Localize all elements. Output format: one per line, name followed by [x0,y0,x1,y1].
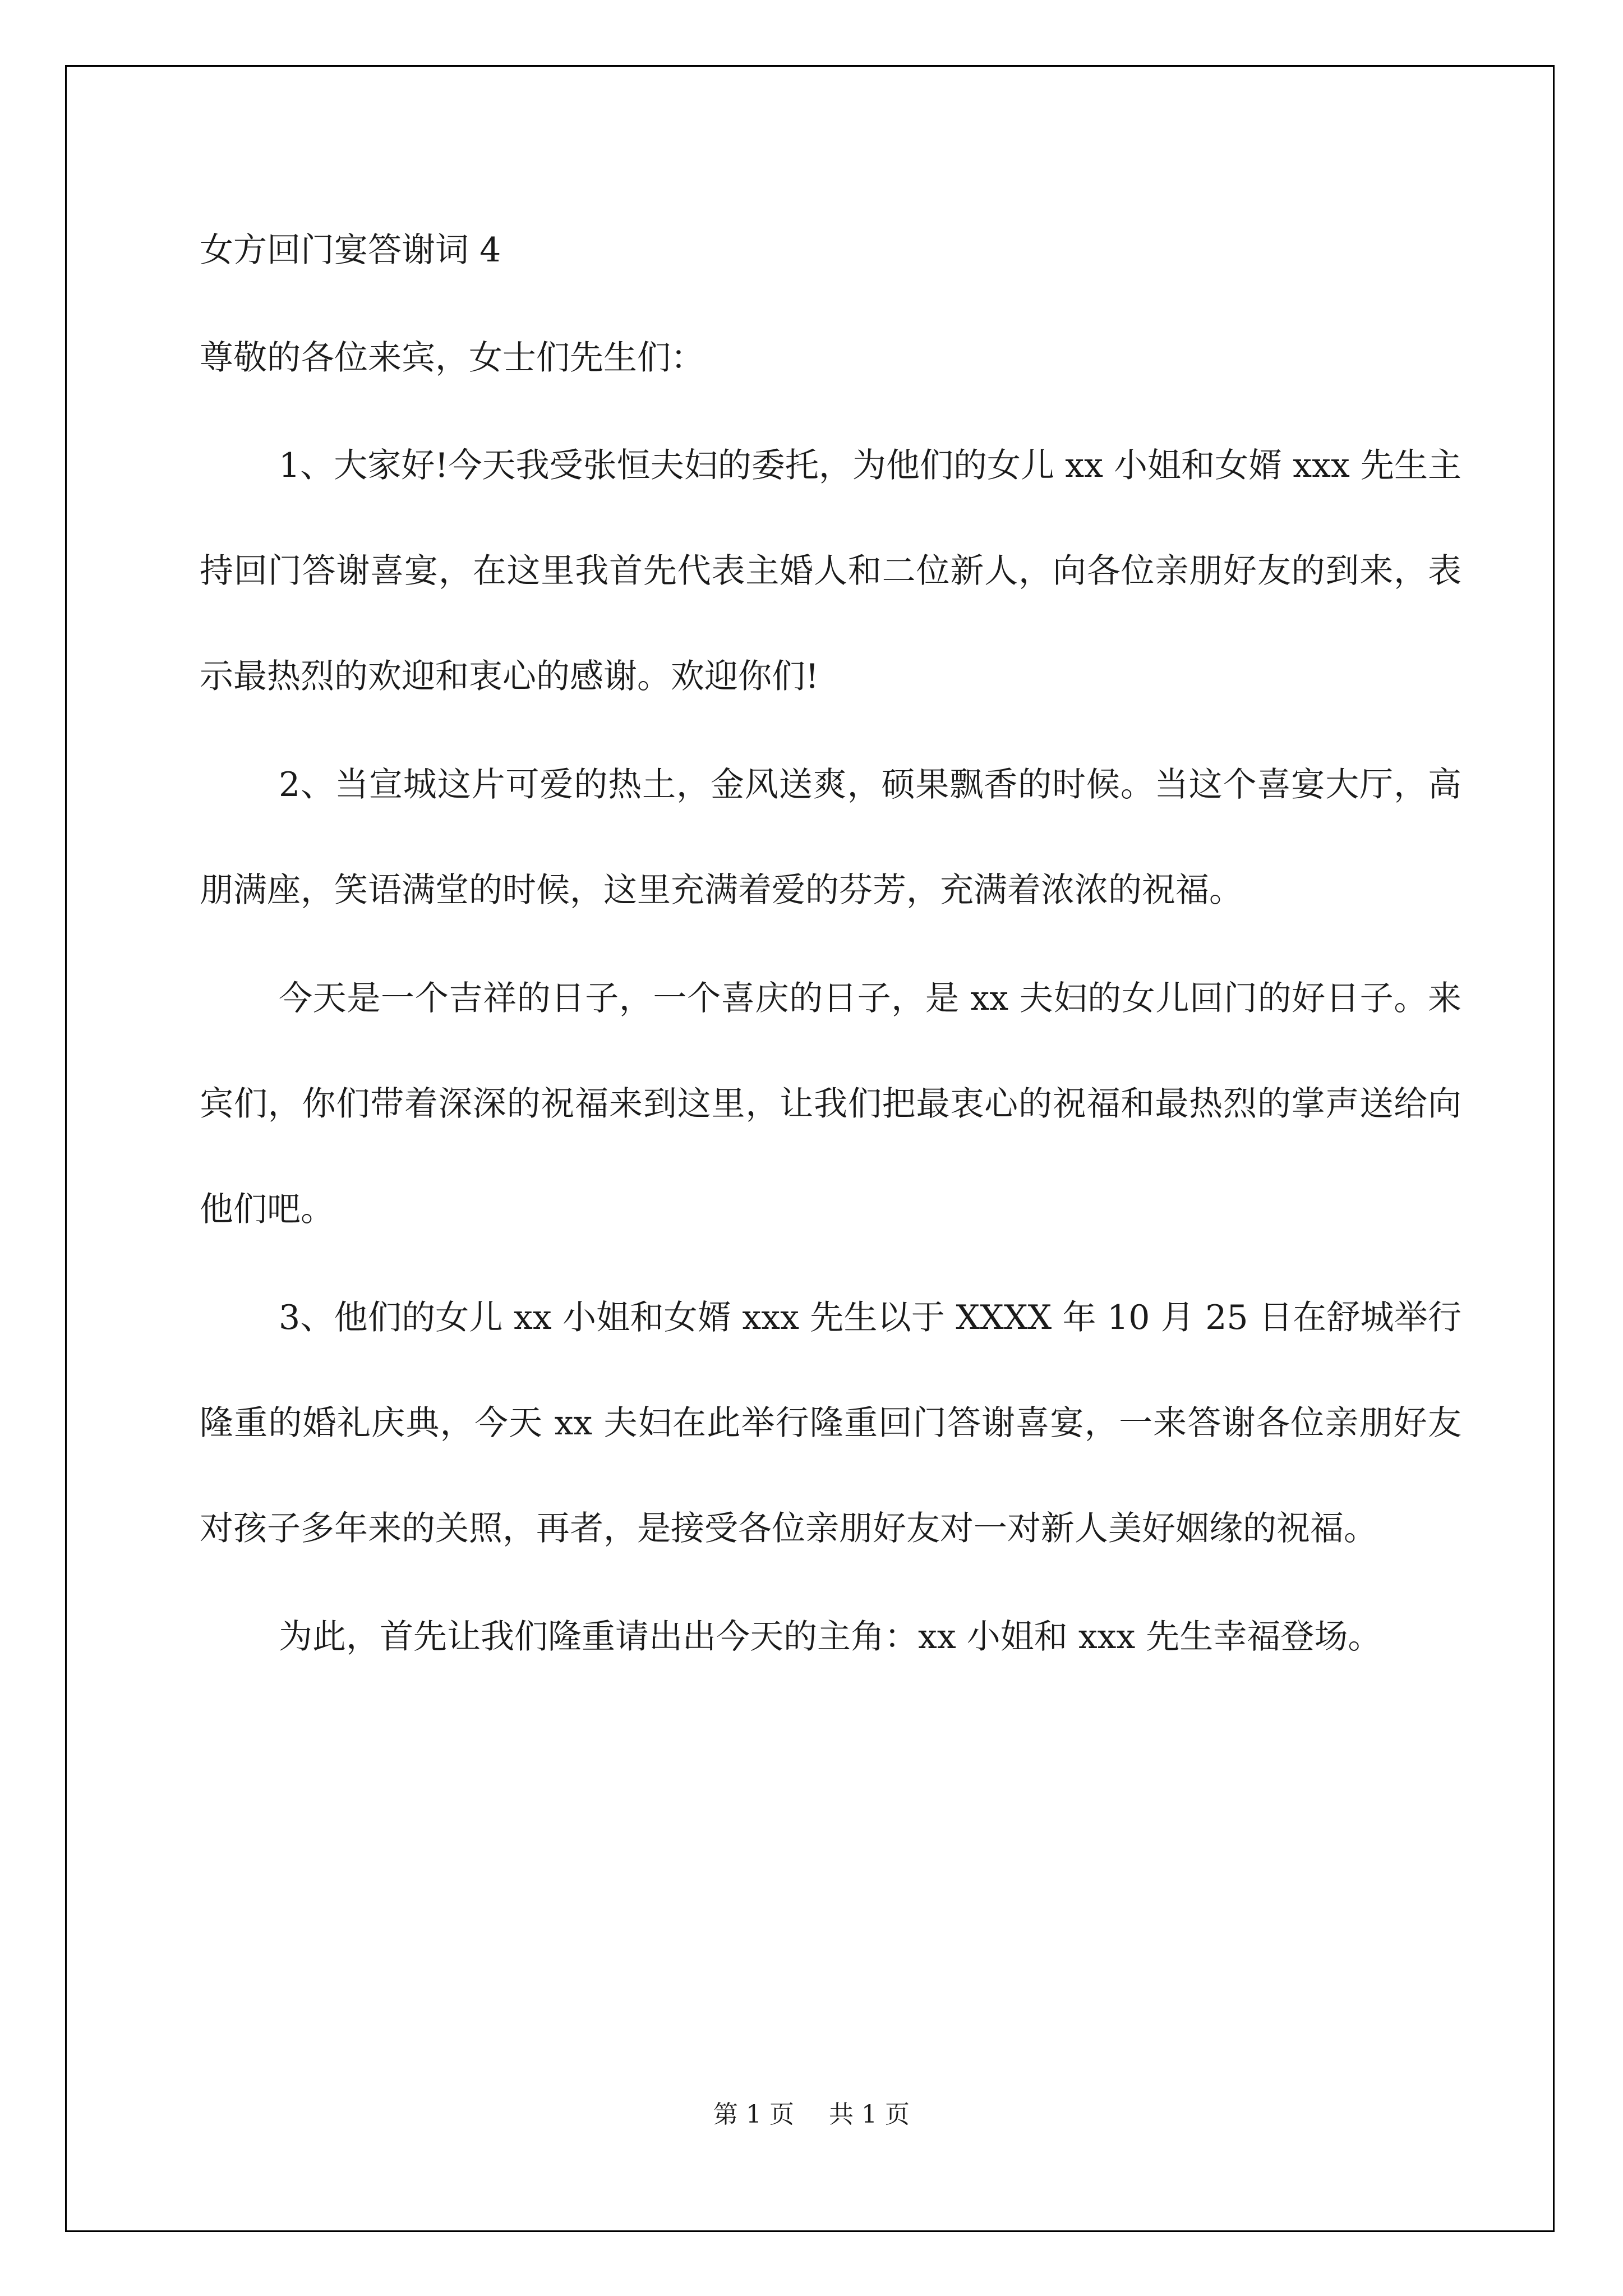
paragraph-4: 3、他们的女儿 xx 小姐和女婿 xxx 先生以于 XXXX 年 10 月 25 日在舒城举行隆重的婚礼庆典，今天 xx 夫妇在此举行隆重回门答谢喜宴，一来答谢各位亲朋好友对孩子多年来的关照，再者，是接受各位亲朋好友对一对新人美好姻缘的祝福。 [200,1298,1461,1548]
salutation: 尊敬的各位来宾，女士们先生们： [200,338,704,378]
paragraph-5: 为此，首先让我们隆重请出出今天的主角：xx 小姐和 xxx 先生幸福登场。 [279,1617,1382,1657]
page-number: 第 1 页 [713,2100,794,2129]
paragraph-3: 今天是一个吉祥的日子，一个喜庆的日子，是 xx 夫妇的女儿回门的好日子。来宾们，你们带着深深的祝福来到这里，让我们把最衷心的祝福和最热烈的掌声送给向他们吧。 [200,979,1461,1229]
page-footer [0,2101,1623,2129]
document-body [200,223,1461,1718]
page-total: 共 1 页 [829,2100,910,2129]
paragraph-2: 2、当宣城这片可爱的热土，金风送爽，硕果飘香的时候。当这个喜宴大厅，高朋满座，笑语满堂的时候，这里充满着爱的芬芳，充满着浓浓的祝福。 [200,765,1461,910]
document-title: 女方回门宴答谢词 4 [200,231,501,270]
paragraph-1: 1、大家好!今天我受张恒夫妇的委托，为他们的女儿 xx 小姐和女婿 xxx 先生主持回门答谢喜宴，在这里我首先代表主婚人和二位新人，向各位亲朋好友的到来，表示最热烈的欢迎和衷心的感谢。欢迎你们! [200,446,1461,696]
